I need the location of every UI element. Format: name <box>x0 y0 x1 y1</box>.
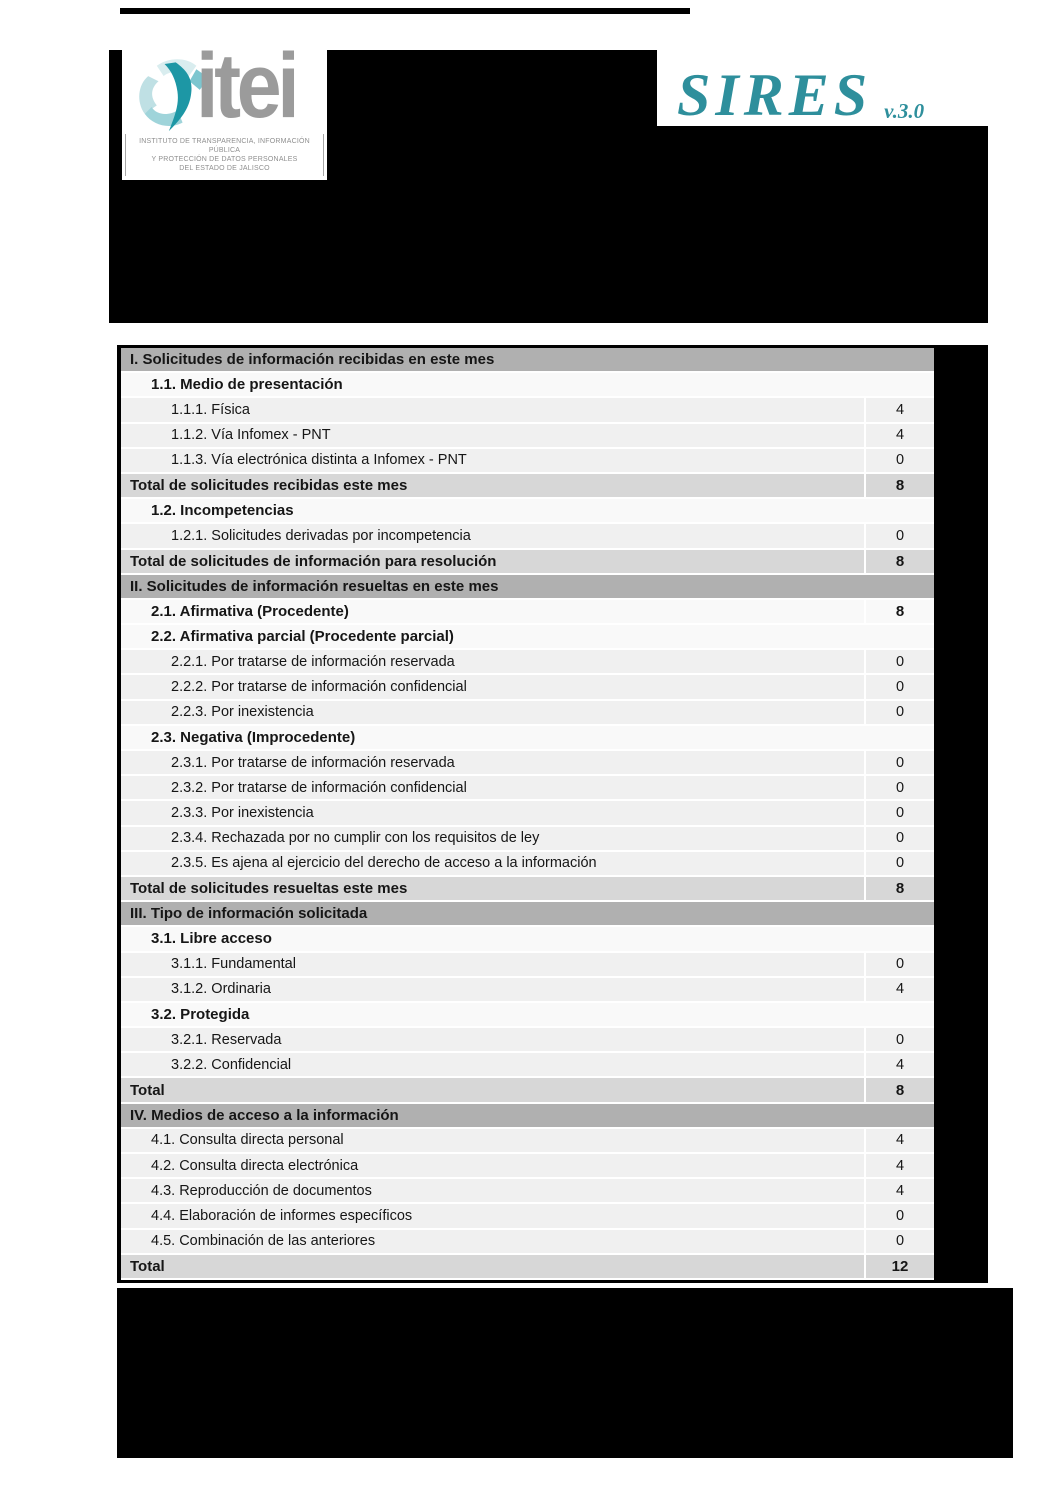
table-row <box>121 424 934 449</box>
sires-wordmark: SIRES <box>677 62 873 128</box>
report-table-body <box>121 348 934 1280</box>
table-row <box>121 902 934 927</box>
row-value: 0 <box>864 827 934 850</box>
table-row <box>121 1179 934 1204</box>
row-value: 4 <box>864 1053 934 1076</box>
row-label: Total <box>130 1257 165 1275</box>
table-row <box>121 575 934 600</box>
row-label: 4.3. Reproducción de documentos <box>151 1182 372 1199</box>
row-label: 3.1.1. Fundamental <box>171 956 296 973</box>
row-label: 1.1.1. Física <box>171 401 250 418</box>
table-row <box>121 953 934 978</box>
row-label: 2.2. Afirmativa parcial (Procedente parcial) <box>151 628 454 646</box>
row-label: II. Solicitudes de información resueltas en este mes <box>130 577 499 595</box>
row-label: 2.3.1. Por tratarse de información reservada <box>171 754 455 771</box>
row-label: I. Solicitudes de información recibidas en este mes <box>130 351 495 369</box>
row-label: 4.1. Consulta directa personal <box>151 1132 344 1149</box>
itei-institute-line: INSTITUTO DE TRANSPARENCIA, INFORMACIÓN PÚBLICA <box>139 138 310 154</box>
row-value: 0 <box>864 524 934 547</box>
row-label: 1.2. Incompetencias <box>151 502 294 520</box>
row-value: 0 <box>864 650 934 673</box>
row-value: 0 <box>864 1204 934 1227</box>
row-value: 4 <box>864 424 934 447</box>
row-value: 4 <box>864 1154 934 1177</box>
row-value: 4 <box>864 978 934 1001</box>
row-label: 2.3. Negativa (Improcedente) <box>151 728 356 746</box>
table-row <box>121 751 934 776</box>
row-value: 0 <box>864 1028 934 1051</box>
table-row <box>121 1255 934 1278</box>
table-row <box>121 650 934 675</box>
table-row <box>121 499 934 524</box>
row-value: 4 <box>864 398 934 421</box>
table-row <box>121 524 934 549</box>
table-row <box>121 1154 934 1179</box>
row-value: 0 <box>864 449 934 472</box>
table-row <box>121 978 934 1003</box>
table-row <box>121 852 934 877</box>
table-row <box>121 1104 934 1129</box>
row-value: 8 <box>864 550 934 573</box>
row-label: 3.1.2. Ordinaria <box>171 981 271 998</box>
sires-logo <box>657 50 988 126</box>
table-row <box>121 449 934 474</box>
itei-institute-line: DEL ESTADO DE JALISCO <box>179 165 270 172</box>
table-row <box>121 701 934 726</box>
table-row <box>121 474 934 499</box>
row-label: 3.2.1. Reservada <box>171 1031 282 1048</box>
table-row <box>121 348 934 373</box>
row-value: 0 <box>864 675 934 698</box>
table-row <box>121 827 934 852</box>
row-value: 0 <box>864 776 934 799</box>
row-value: 0 <box>864 953 934 976</box>
row-label: III. Tipo de información solicitada <box>130 905 368 923</box>
row-label: IV. Medios de acceso a la información <box>130 1106 399 1124</box>
row-value: 12 <box>864 1255 934 1278</box>
table-row <box>121 1230 934 1255</box>
row-value: 8 <box>864 877 934 900</box>
table-row <box>121 1078 934 1103</box>
row-label: 1.1.2. Vía Infomex - PNT <box>171 427 331 444</box>
itei-wordmark: itei <box>196 35 296 137</box>
table-row <box>121 1003 934 1028</box>
row-label: Total <box>130 1081 165 1099</box>
table-row <box>121 550 934 575</box>
row-value: 0 <box>864 751 934 774</box>
row-label: Total de solicitudes resueltas este mes <box>130 880 408 898</box>
row-label: 2.3.4. Rechazada por no cumplir con los requisitos de ley <box>171 830 540 847</box>
row-label: 2.2.3. Por inexistencia <box>171 704 314 721</box>
redaction-block-footer <box>117 1288 1013 1458</box>
row-value: 0 <box>864 701 934 724</box>
table-row <box>121 801 934 826</box>
row-label: 2.3.3. Por inexistencia <box>171 804 314 821</box>
table-row <box>121 600 934 625</box>
sires-version: v.3.0 <box>884 99 925 123</box>
row-label: 4.5. Combinación de las anteriores <box>151 1233 376 1250</box>
row-label: 2.2.2. Por tratarse de información confidencial <box>171 679 467 696</box>
row-label: 3.2.2. Confidencial <box>171 1056 292 1073</box>
row-label: 1.1. Medio de presentación <box>151 376 343 394</box>
row-value: 0 <box>864 852 934 875</box>
row-label: 1.1.3. Vía electrónica distinta a Infomex - PNT <box>171 452 467 469</box>
row-value: 4 <box>864 1129 934 1152</box>
row-label: 2.2.1. Por tratarse de información reservada <box>171 653 455 670</box>
table-row <box>121 776 934 801</box>
table-row <box>121 726 934 751</box>
table-row <box>121 1204 934 1229</box>
itei-institute-text <box>125 134 324 176</box>
table-row <box>121 1028 934 1053</box>
table-row <box>121 1129 934 1154</box>
table-row <box>121 927 934 952</box>
row-label: Total de solicitudes recibidas este mes <box>130 477 408 495</box>
row-value: 8 <box>864 1078 934 1101</box>
itei-institute-line: Y PROTECCIÓN DE DATOS PERSONALES <box>151 156 298 163</box>
row-label: Total de solicitudes de información para resolución <box>130 552 497 570</box>
row-value: 0 <box>864 1230 934 1253</box>
redaction-bar-top <box>120 8 690 14</box>
itei-logo <box>122 35 327 180</box>
row-label: 2.1. Afirmativa (Procedente) <box>151 602 349 620</box>
row-label: 2.3.2. Por tratarse de información confidencial <box>171 779 467 796</box>
row-label: 3.1. Libre acceso <box>151 930 272 948</box>
row-label: 1.2.1. Solicitudes derivadas por incompetencia <box>171 527 471 544</box>
table-row <box>121 1053 934 1078</box>
table-row <box>121 398 934 423</box>
row-value: 0 <box>864 801 934 824</box>
table-row <box>121 877 934 902</box>
row-label: 4.2. Consulta directa electrónica <box>151 1157 359 1174</box>
table-row <box>121 675 934 700</box>
row-value: 4 <box>864 1179 934 1202</box>
table-row <box>121 625 934 650</box>
row-label: 2.3.5. Es ajena al ejercicio del derecho de acceso a la información <box>171 855 597 872</box>
row-value: 8 <box>864 600 934 623</box>
report-table-frame <box>117 345 988 1283</box>
row-label: 4.4. Elaboración de informes específicos <box>151 1207 413 1224</box>
table-row <box>121 373 934 398</box>
row-label: 3.2. Protegida <box>151 1005 250 1023</box>
row-value: 8 <box>864 474 934 497</box>
